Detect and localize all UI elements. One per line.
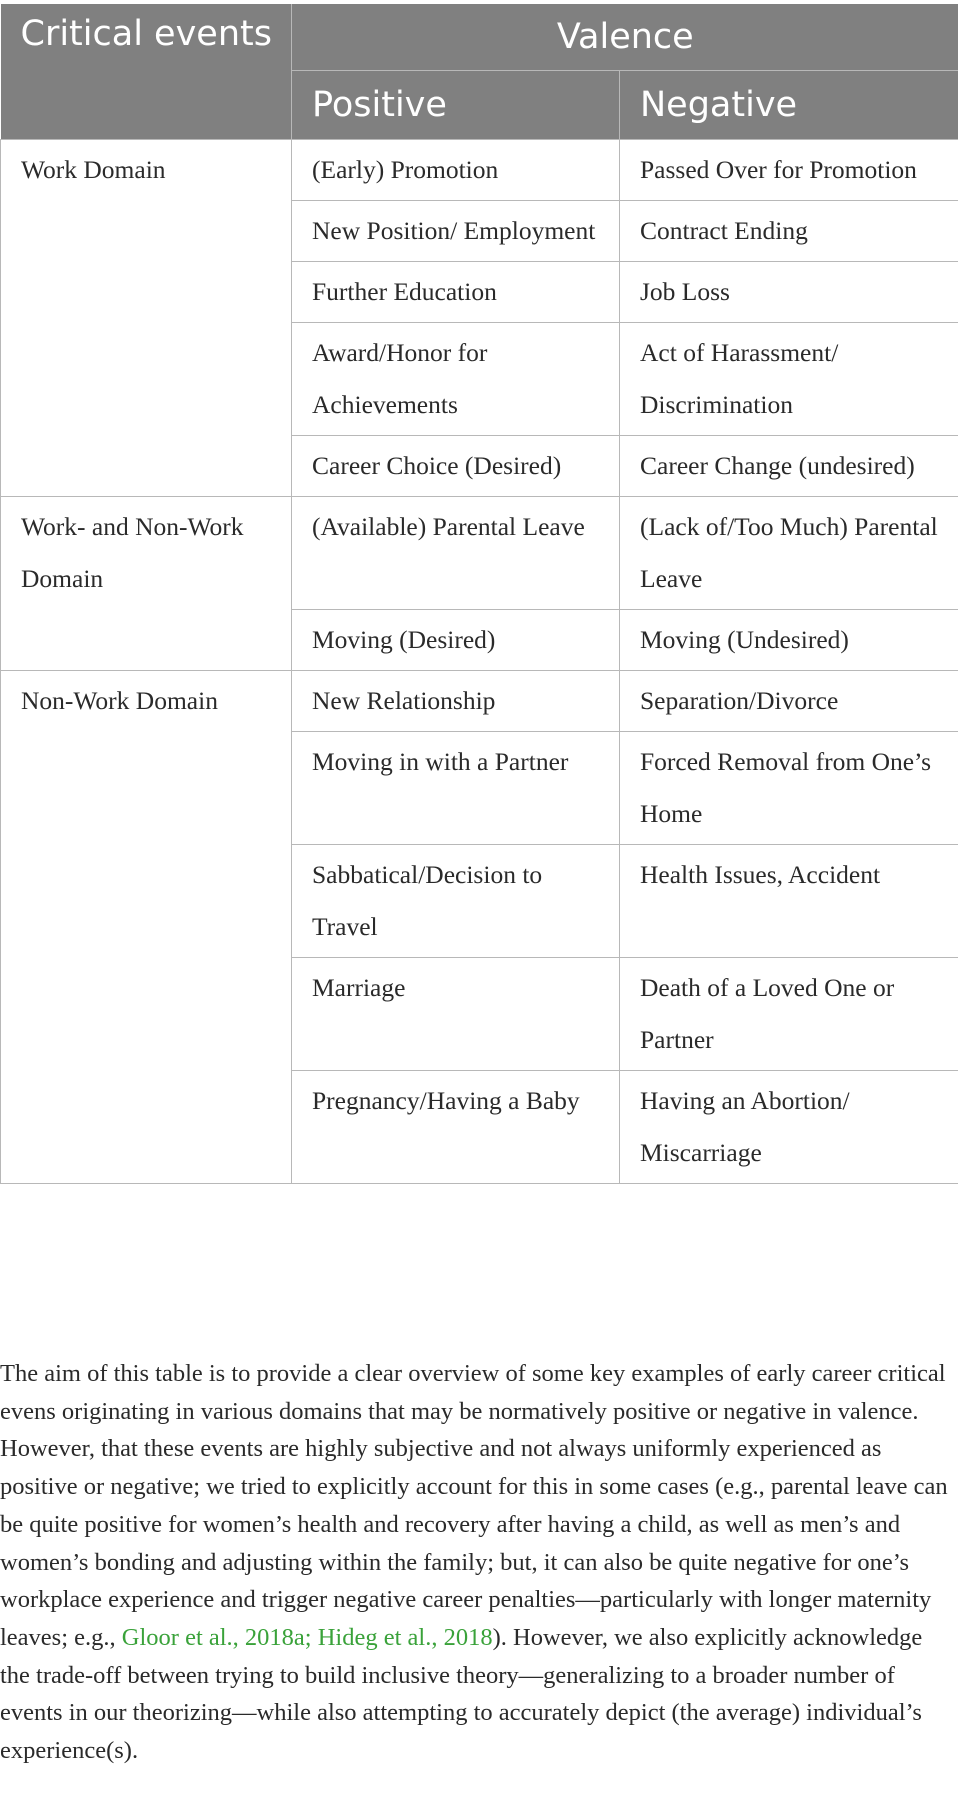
negative-event-cell: Separation/Divorce: [620, 671, 958, 732]
critical-events-table: [0, 4, 958, 1184]
domain-cell: Non-Work Domain: [1, 671, 292, 1184]
table-row: [1, 140, 958, 201]
positive-event-cell: Moving (Desired): [292, 610, 620, 671]
header-positive: Positive: [292, 71, 620, 140]
negative-event-cell: Health Issues, Accident: [620, 845, 958, 958]
header-negative: Negative: [620, 71, 958, 140]
negative-event-cell: Forced Removal from One’s Home: [620, 732, 958, 845]
table-body: [1, 140, 958, 1184]
positive-event-cell: Moving in with a Partner: [292, 732, 620, 845]
positive-event-cell: (Early) Promotion: [292, 140, 620, 201]
positive-event-cell: Sabbatical/Decision to Travel: [292, 845, 620, 958]
table-footnote: [0, 1355, 950, 1770]
table-header: [1, 4, 958, 140]
negative-event-cell: Having an Abortion/ Miscarriage: [620, 1071, 958, 1184]
negative-event-cell: Passed Over for Promotion: [620, 140, 958, 201]
negative-event-cell: Career Change (undesired): [620, 436, 958, 497]
positive-event-cell: Pregnancy/Having a Baby: [292, 1071, 620, 1184]
negative-event-cell: (Lack of/Too Much) Parental Leave: [620, 497, 958, 610]
positive-event-cell: Marriage: [292, 958, 620, 1071]
table-row: [1, 497, 958, 610]
positive-event-cell: Further Education: [292, 262, 620, 323]
negative-event-cell: Contract Ending: [620, 201, 958, 262]
negative-event-cell: Moving (Undesired): [620, 610, 958, 671]
negative-event-cell: Job Loss: [620, 262, 958, 323]
citation-link[interactable]: Gloor et al., 2018a; Hideg et al., 2018: [121, 1623, 493, 1651]
negative-event-cell: Death of a Loved One or Partner: [620, 958, 958, 1071]
positive-event-cell: Award/Honor for Achievements: [292, 323, 620, 436]
footnote-text: The aim of this table is to provide a clear overview of some key examples of early career critical evens originating in various domains that may be normatively positive or negative in valence. However, that these events are highly subjective and not always uniformly experienced as positive or negative; we tried to explicitly account for this in some cases (e.g., parental leave can be quite positive for women’s health and recovery after having a child, as well as men’s and women’s bonding and adjusting within the family; but, it can also be quite negative for one’s workplace experience and trigger negative career penalties—particularly with longer maternity leaves; e.g.,: [0, 1360, 948, 1651]
table-row: [1, 671, 958, 732]
positive-event-cell: New Position/ Employment: [292, 201, 620, 262]
positive-event-cell: Career Choice (Desired): [292, 436, 620, 497]
domain-cell: Work Domain: [1, 140, 292, 497]
negative-event-cell: Act of Harassment/ Discrimination: [620, 323, 958, 436]
header-valence: Valence: [292, 4, 958, 71]
positive-event-cell: (Available) Parental Leave: [292, 497, 620, 610]
header-critical-events: Critical events: [1, 4, 292, 140]
footnote-text-end: ). However, we also explicitly acknowledge the trade-off between trying to build inclusive theory—generalizing to a broader number of events in our theorizing—while also attempting to accurately depict (the average) individual’s experience(s).: [0, 1623, 923, 1765]
positive-event-cell: New Relationship: [292, 671, 620, 732]
domain-cell: Work- and Non-Work Domain: [1, 497, 292, 671]
